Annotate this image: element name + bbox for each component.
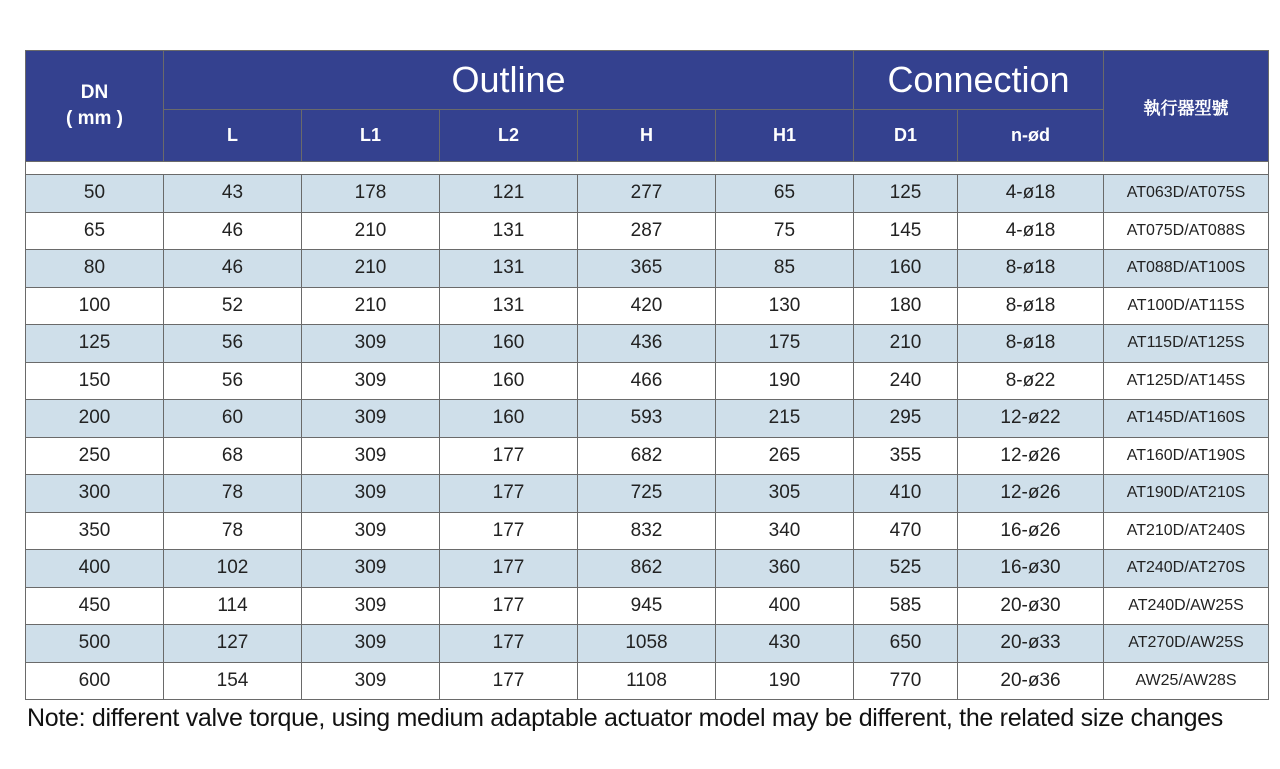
table-cell: AT240D/AT270S: [1104, 550, 1269, 588]
table-cell: 180: [854, 287, 958, 325]
table-cell: 160: [440, 362, 578, 400]
table-cell: 682: [578, 437, 716, 475]
table-cell: 114: [164, 587, 302, 625]
table-cell: 50: [26, 175, 164, 213]
table-cell: 309: [302, 587, 440, 625]
table-cell: 300: [26, 475, 164, 513]
table-cell: 100: [26, 287, 164, 325]
table-cell: 420: [578, 287, 716, 325]
table-cell: 430: [716, 625, 854, 663]
table-cell: 177: [440, 512, 578, 550]
table-cell: 309: [302, 325, 440, 363]
table-cell: 309: [302, 512, 440, 550]
table-cell: 410: [854, 475, 958, 513]
table-cell: 466: [578, 362, 716, 400]
table-cell: 470: [854, 512, 958, 550]
table-cell: 177: [440, 550, 578, 588]
table-cell: 360: [716, 550, 854, 588]
table-row: [26, 550, 1269, 588]
table-cell: 56: [164, 362, 302, 400]
table-cell: 127: [164, 625, 302, 663]
table-cell: 309: [302, 400, 440, 438]
table-cell: 65: [716, 175, 854, 213]
table-cell: 265: [716, 437, 854, 475]
table-cell: 177: [440, 587, 578, 625]
table-cell: 350: [26, 512, 164, 550]
table-cell: 210: [302, 212, 440, 250]
table-row: [26, 250, 1269, 288]
table-cell: 309: [302, 550, 440, 588]
table-cell: 4-ø18: [958, 175, 1104, 213]
dn-unit: ( mm ): [66, 108, 123, 129]
table-cell: 215: [716, 400, 854, 438]
table-cell: 210: [302, 250, 440, 288]
table-cell: 210: [854, 325, 958, 363]
table-cell: 56: [164, 325, 302, 363]
col-header-l: L: [164, 110, 302, 162]
header-spacer: [26, 162, 1269, 175]
table-cell: 500: [26, 625, 164, 663]
table-cell: 145: [854, 212, 958, 250]
table-cell: 12-ø26: [958, 475, 1104, 513]
table-header: [26, 51, 1269, 162]
table-row: [26, 325, 1269, 363]
table-row: [26, 175, 1269, 213]
connection-header: Connection: [854, 51, 1104, 110]
table-cell: 945: [578, 587, 716, 625]
table-cell: 600: [26, 662, 164, 700]
table-cell: AT063D/AT075S: [1104, 175, 1269, 213]
table-cell: 102: [164, 550, 302, 588]
table-cell: 295: [854, 400, 958, 438]
table-cell: 250: [26, 437, 164, 475]
table-cell: 160: [854, 250, 958, 288]
table-cell: 525: [854, 550, 958, 588]
table-cell: 85: [716, 250, 854, 288]
table-cell: 832: [578, 512, 716, 550]
table-cell: 365: [578, 250, 716, 288]
table-row: [26, 625, 1269, 663]
table-cell: 4-ø18: [958, 212, 1104, 250]
table-cell: AT100D/AT115S: [1104, 287, 1269, 325]
table-cell: 177: [440, 475, 578, 513]
table-cell: 46: [164, 212, 302, 250]
table-cell: 593: [578, 400, 716, 438]
table-cell: 309: [302, 362, 440, 400]
table-cell: AT075D/AT088S: [1104, 212, 1269, 250]
table-cell: 277: [578, 175, 716, 213]
table-cell: 240: [854, 362, 958, 400]
table-row: [26, 512, 1269, 550]
col-header-d1: D1: [854, 110, 958, 162]
table-cell: 1058: [578, 625, 716, 663]
table-cell: 12-ø22: [958, 400, 1104, 438]
table-cell: 177: [440, 437, 578, 475]
spacer-cell: [26, 162, 1269, 175]
table-cell: 16-ø26: [958, 512, 1104, 550]
table-cell: 436: [578, 325, 716, 363]
table-row: [26, 400, 1269, 438]
table-cell: 65: [26, 212, 164, 250]
table-cell: 80: [26, 250, 164, 288]
table-cell: 131: [440, 212, 578, 250]
table-cell: 131: [440, 287, 578, 325]
actuator-header: 執行器型號: [1104, 51, 1269, 162]
col-header-h: H: [578, 110, 716, 162]
table-cell: 20-ø33: [958, 625, 1104, 663]
table-cell: 178: [302, 175, 440, 213]
footnote: Note: different valve torque, using medium adaptable actuator model may be different, the related size changes: [27, 704, 1223, 732]
table-cell: 309: [302, 437, 440, 475]
table-cell: 78: [164, 475, 302, 513]
table-row: [26, 587, 1269, 625]
table-cell: 585: [854, 587, 958, 625]
table-cell: 8-ø18: [958, 325, 1104, 363]
table-cell: 8-ø18: [958, 250, 1104, 288]
table-row: [26, 475, 1269, 513]
table-cell: 200: [26, 400, 164, 438]
col-header-n-d: n-ød: [958, 110, 1104, 162]
table-cell: 131: [440, 250, 578, 288]
dimension-table: [25, 50, 1269, 700]
table-cell: 125: [854, 175, 958, 213]
table-row: [26, 287, 1269, 325]
table-cell: AT160D/AT190S: [1104, 437, 1269, 475]
col-header-h1: H1: [716, 110, 854, 162]
dn-label: DN: [80, 82, 109, 103]
table-cell: 16-ø30: [958, 550, 1104, 588]
table-cell: AT115D/AT125S: [1104, 325, 1269, 363]
table-cell: 305: [716, 475, 854, 513]
table-cell: 130: [716, 287, 854, 325]
table-cell: 175: [716, 325, 854, 363]
table-cell: 20-ø36: [958, 662, 1104, 700]
table-cell: 52: [164, 287, 302, 325]
table-cell: AT088D/AT100S: [1104, 250, 1269, 288]
table-cell: 160: [440, 325, 578, 363]
table-cell: 160: [440, 400, 578, 438]
table-cell: 8-ø18: [958, 287, 1104, 325]
table-cell: 770: [854, 662, 958, 700]
table-cell: AT125D/AT145S: [1104, 362, 1269, 400]
table-cell: 150: [26, 362, 164, 400]
table-cell: 60: [164, 400, 302, 438]
table-cell: 43: [164, 175, 302, 213]
table-cell: AT190D/AT210S: [1104, 475, 1269, 513]
table-cell: 287: [578, 212, 716, 250]
table-cell: 12-ø26: [958, 437, 1104, 475]
table-cell: 210: [302, 287, 440, 325]
table-cell: 68: [164, 437, 302, 475]
table-cell: 309: [302, 662, 440, 700]
table-cell: 355: [854, 437, 958, 475]
table-cell: AT210D/AT240S: [1104, 512, 1269, 550]
table-cell: 1108: [578, 662, 716, 700]
table-cell: AT240D/AW25S: [1104, 587, 1269, 625]
table-cell: 400: [26, 550, 164, 588]
table-cell: 450: [26, 587, 164, 625]
table-cell: 20-ø30: [958, 587, 1104, 625]
table-cell: AT270D/AW25S: [1104, 625, 1269, 663]
table-cell: AW25/AW28S: [1104, 662, 1269, 700]
table-row: [26, 212, 1269, 250]
table-cell: 154: [164, 662, 302, 700]
table-cell: 125: [26, 325, 164, 363]
table-row: [26, 662, 1269, 700]
table-cell: 309: [302, 625, 440, 663]
table-cell: AT145D/AT160S: [1104, 400, 1269, 438]
table-body: [26, 175, 1269, 700]
table-cell: 725: [578, 475, 716, 513]
table-row: [26, 437, 1269, 475]
table-cell: 400: [716, 587, 854, 625]
table-cell: 650: [854, 625, 958, 663]
table-cell: 862: [578, 550, 716, 588]
table-cell: 177: [440, 662, 578, 700]
outline-header: Outline: [164, 51, 854, 110]
table-cell: 121: [440, 175, 578, 213]
table-cell: 340: [716, 512, 854, 550]
dn-header: [26, 51, 164, 162]
col-header-l2: L2: [440, 110, 578, 162]
table-cell: 190: [716, 362, 854, 400]
table-row: [26, 362, 1269, 400]
col-header-l1: L1: [302, 110, 440, 162]
table-cell: 46: [164, 250, 302, 288]
table-cell: 190: [716, 662, 854, 700]
table-cell: 309: [302, 475, 440, 513]
table-cell: 78: [164, 512, 302, 550]
table-cell: 8-ø22: [958, 362, 1104, 400]
table-cell: 177: [440, 625, 578, 663]
table-cell: 75: [716, 212, 854, 250]
